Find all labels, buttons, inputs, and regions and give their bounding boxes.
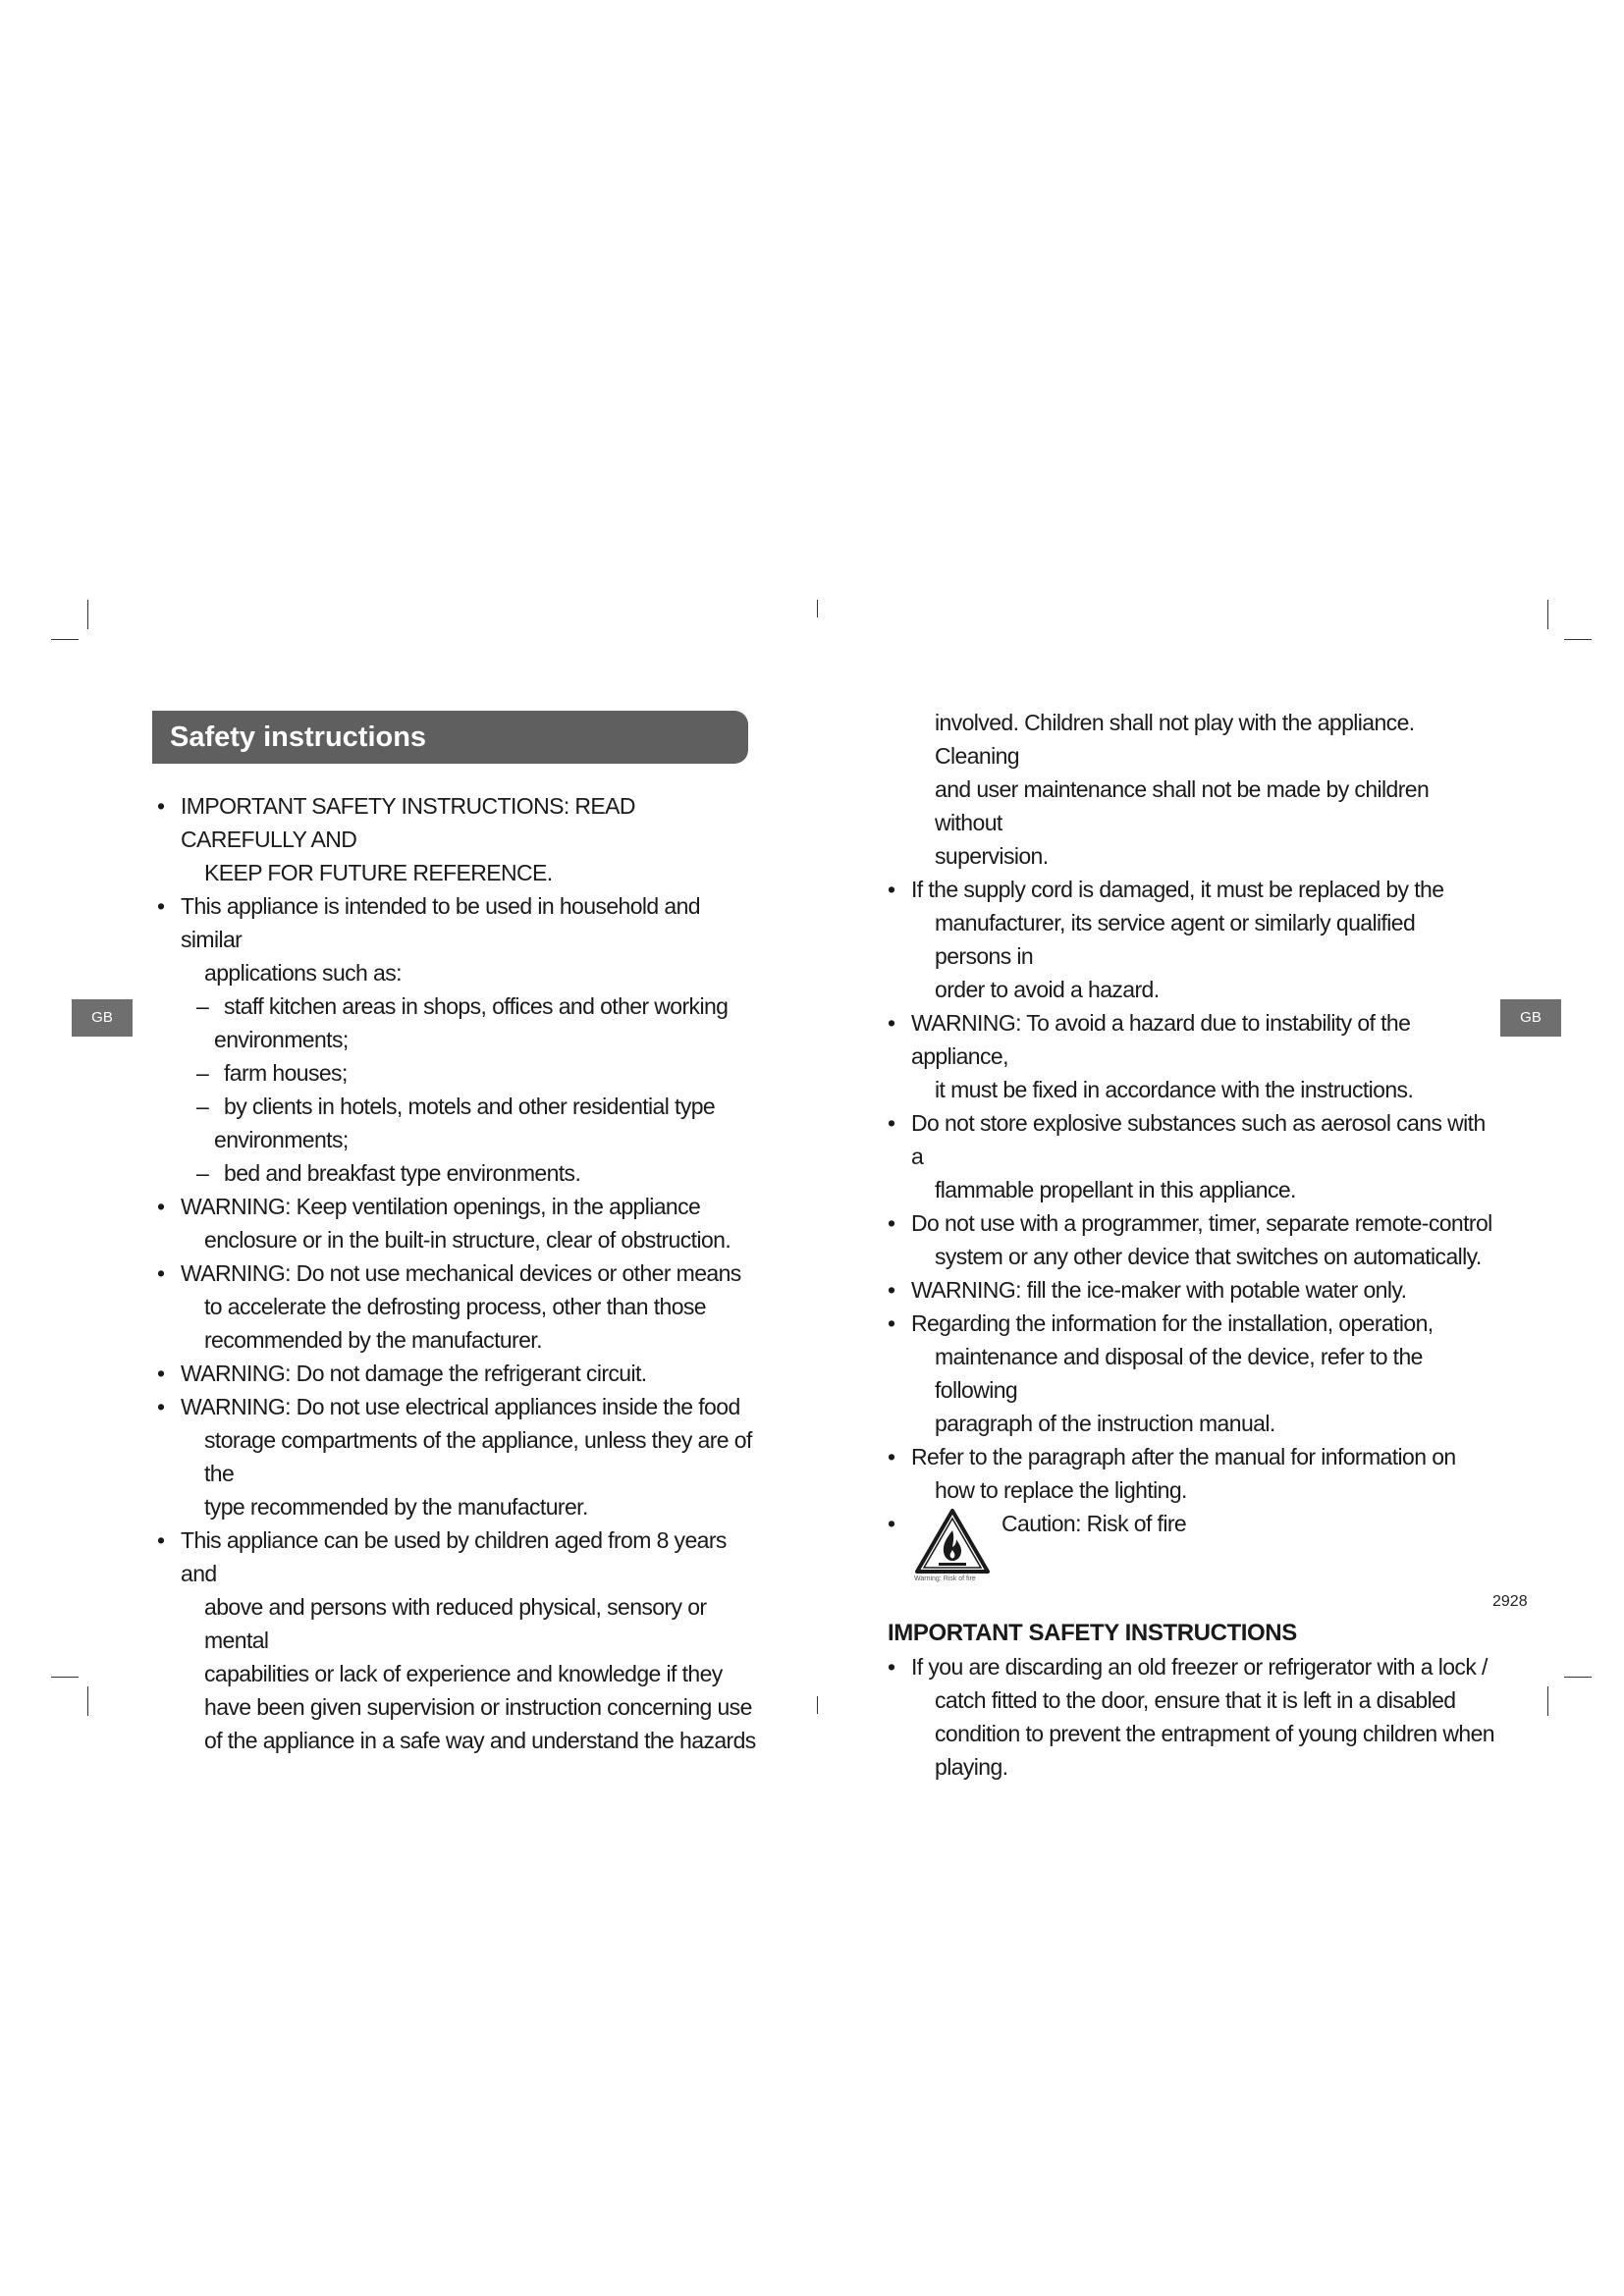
- line: flammable propellant in this appliance.: [935, 1177, 1296, 1202]
- section-heading: IMPORTANT SAFETY INSTRUCTIONS: [888, 1620, 1297, 1646]
- line: supervision.: [935, 843, 1049, 869]
- bullet: •: [888, 1210, 895, 1236]
- list-item: [888, 873, 1496, 1006]
- line: If the supply cord is damaged, it must be replaced by the: [911, 877, 1444, 902]
- language-tab-left: GB: [72, 999, 133, 1037]
- line: how to replace the lighting.: [935, 1477, 1187, 1503]
- line: WARNING: Do not damage the refrigerant circuit.: [181, 1361, 647, 1386]
- sub-list-item: [157, 1056, 756, 1090]
- line: paragraph of the instruction manual.: [935, 1411, 1275, 1436]
- list-item: [157, 1190, 756, 1256]
- icon-caption: Warning: Risk of fire: [914, 1575, 976, 1582]
- line: recommended by the manufacturer.: [204, 1327, 542, 1353]
- line: Do not use with a programmer, timer, separate remote-control: [911, 1210, 1492, 1236]
- list-item: [157, 789, 756, 889]
- page-number: 2928: [1492, 1593, 1528, 1610]
- sub-list-item: [157, 1156, 756, 1190]
- dash: –: [196, 1094, 209, 1119]
- crop-mark: [1547, 600, 1548, 629]
- line: involved. Children shall not play with the appliance. Cleaning: [935, 710, 1415, 769]
- line: If you are discarding an old freezer or refrigerator with a lock /: [911, 1654, 1488, 1680]
- left-column: [157, 789, 756, 1757]
- line: KEEP FOR FUTURE REFERENCE.: [204, 860, 553, 885]
- bullet: •: [888, 1310, 895, 1336]
- line: Regarding the information for the installation, operation,: [911, 1310, 1434, 1336]
- bullet: •: [157, 1527, 165, 1553]
- line: This appliance is intended to be used in household and similar: [181, 893, 700, 952]
- line: This appliance can be used by children aged from 8 years and: [181, 1527, 727, 1586]
- list-item: [888, 1440, 1496, 1507]
- line: WARNING: fill the ice-maker with potable water only.: [911, 1277, 1407, 1303]
- dash: –: [196, 993, 209, 1019]
- line: Do not store explosive substances such as aerosol cans with a: [911, 1110, 1486, 1169]
- line: condition to prevent the entrapment of young children when: [935, 1721, 1494, 1746]
- dash: –: [196, 1060, 209, 1086]
- line: above and persons with reduced physical, sensory or mental: [204, 1594, 707, 1653]
- list-item: [888, 1106, 1496, 1206]
- line: manufacturer, its service agent or similarly qualified persons in: [935, 910, 1416, 969]
- sub-list-item: [157, 1090, 756, 1156]
- list-item: [157, 1523, 756, 1757]
- crop-mark: [1547, 1686, 1548, 1716]
- bullet: •: [888, 1277, 895, 1303]
- bullet: •: [888, 1010, 895, 1036]
- list-item: [157, 1390, 756, 1523]
- crop-mark: [1564, 1677, 1592, 1678]
- right-column: [888, 706, 1496, 1784]
- bullet: •: [157, 1394, 165, 1419]
- bullet: •: [888, 1110, 895, 1136]
- bullet: •: [888, 1444, 895, 1469]
- sub-list-item: [157, 989, 756, 1056]
- bullet: •: [888, 1511, 895, 1536]
- list-item: [157, 1357, 756, 1390]
- line: and user maintenance shall not be made by children without: [935, 776, 1430, 835]
- crop-mark: [817, 1696, 818, 1714]
- line: bed and breakfast type environments.: [224, 1160, 581, 1186]
- list-item: [888, 1273, 1496, 1307]
- line: type recommended by the manufacturer.: [204, 1494, 588, 1520]
- list-item: [888, 1307, 1496, 1440]
- bullet: •: [888, 877, 895, 902]
- line: staff kitchen areas in shops, offices and other working: [224, 993, 729, 1019]
- flammable-warning-icon: [913, 1507, 992, 1585]
- line: farm houses;: [224, 1060, 348, 1086]
- list-item: [888, 1206, 1496, 1273]
- bullet: •: [888, 1654, 895, 1680]
- language-tab-right: GB: [1500, 999, 1561, 1037]
- crop-mark: [1564, 639, 1592, 640]
- line: WARNING: Do not use electrical appliances inside the food: [181, 1394, 740, 1419]
- line: WARNING: Do not use mechanical devices or other means: [181, 1260, 741, 1286]
- line: by clients in hotels, motels and other residential type: [224, 1094, 716, 1119]
- line: Refer to the paragraph after the manual for information on: [911, 1444, 1456, 1469]
- line: WARNING: Keep ventilation openings, in the appliance: [181, 1194, 701, 1219]
- line: applications such as:: [204, 960, 402, 986]
- line: of the appliance in a safe way and understand the hazards: [204, 1728, 756, 1753]
- crop-mark: [817, 600, 818, 617]
- dash: –: [196, 1160, 209, 1186]
- section-title: Safety instructions: [152, 711, 748, 764]
- bullet: •: [157, 893, 165, 919]
- bullet: •: [157, 793, 165, 819]
- line: order to avoid a hazard.: [935, 977, 1160, 1002]
- crop-mark: [87, 1686, 88, 1716]
- line: WARNING: To avoid a hazard due to instability of the appliance,: [911, 1010, 1411, 1069]
- bullet: •: [157, 1260, 165, 1286]
- bullet: •: [157, 1361, 165, 1386]
- line: IMPORTANT SAFETY INSTRUCTIONS: READ CAREFULLY AND: [181, 793, 635, 852]
- list-item: [888, 1650, 1496, 1784]
- line: system or any other device that switches on automatically.: [935, 1244, 1482, 1269]
- caution-text: Caution: Risk of fire: [1001, 1511, 1187, 1536]
- line: have been given supervision or instruction concerning use: [204, 1694, 752, 1720]
- caution-item: [888, 1507, 1496, 1589]
- list-item: [157, 1256, 756, 1357]
- line: enclosure or in the built-in structure, clear of obstruction.: [204, 1227, 731, 1253]
- line: environments;: [214, 1127, 349, 1152]
- line: capabilities or lack of experience and knowledge if they: [204, 1661, 723, 1686]
- line: storage compartments of the appliance, unless they are of the: [204, 1427, 752, 1486]
- list-item: [888, 1006, 1496, 1106]
- list-item-continued: [888, 706, 1496, 873]
- crop-mark: [87, 600, 88, 629]
- line: catch fitted to the door, ensure that it is left in a disabled: [935, 1687, 1456, 1713]
- list-item: [157, 889, 756, 989]
- line: it must be fixed in accordance with the instructions.: [935, 1077, 1414, 1102]
- line: playing.: [935, 1754, 1008, 1780]
- bullet: •: [157, 1194, 165, 1219]
- line: environments;: [214, 1027, 349, 1052]
- line: to accelerate the defrosting process, other than those: [204, 1294, 706, 1319]
- crop-mark: [51, 1677, 79, 1678]
- line: maintenance and disposal of the device, refer to the following: [935, 1344, 1423, 1403]
- crop-mark: [51, 639, 79, 640]
